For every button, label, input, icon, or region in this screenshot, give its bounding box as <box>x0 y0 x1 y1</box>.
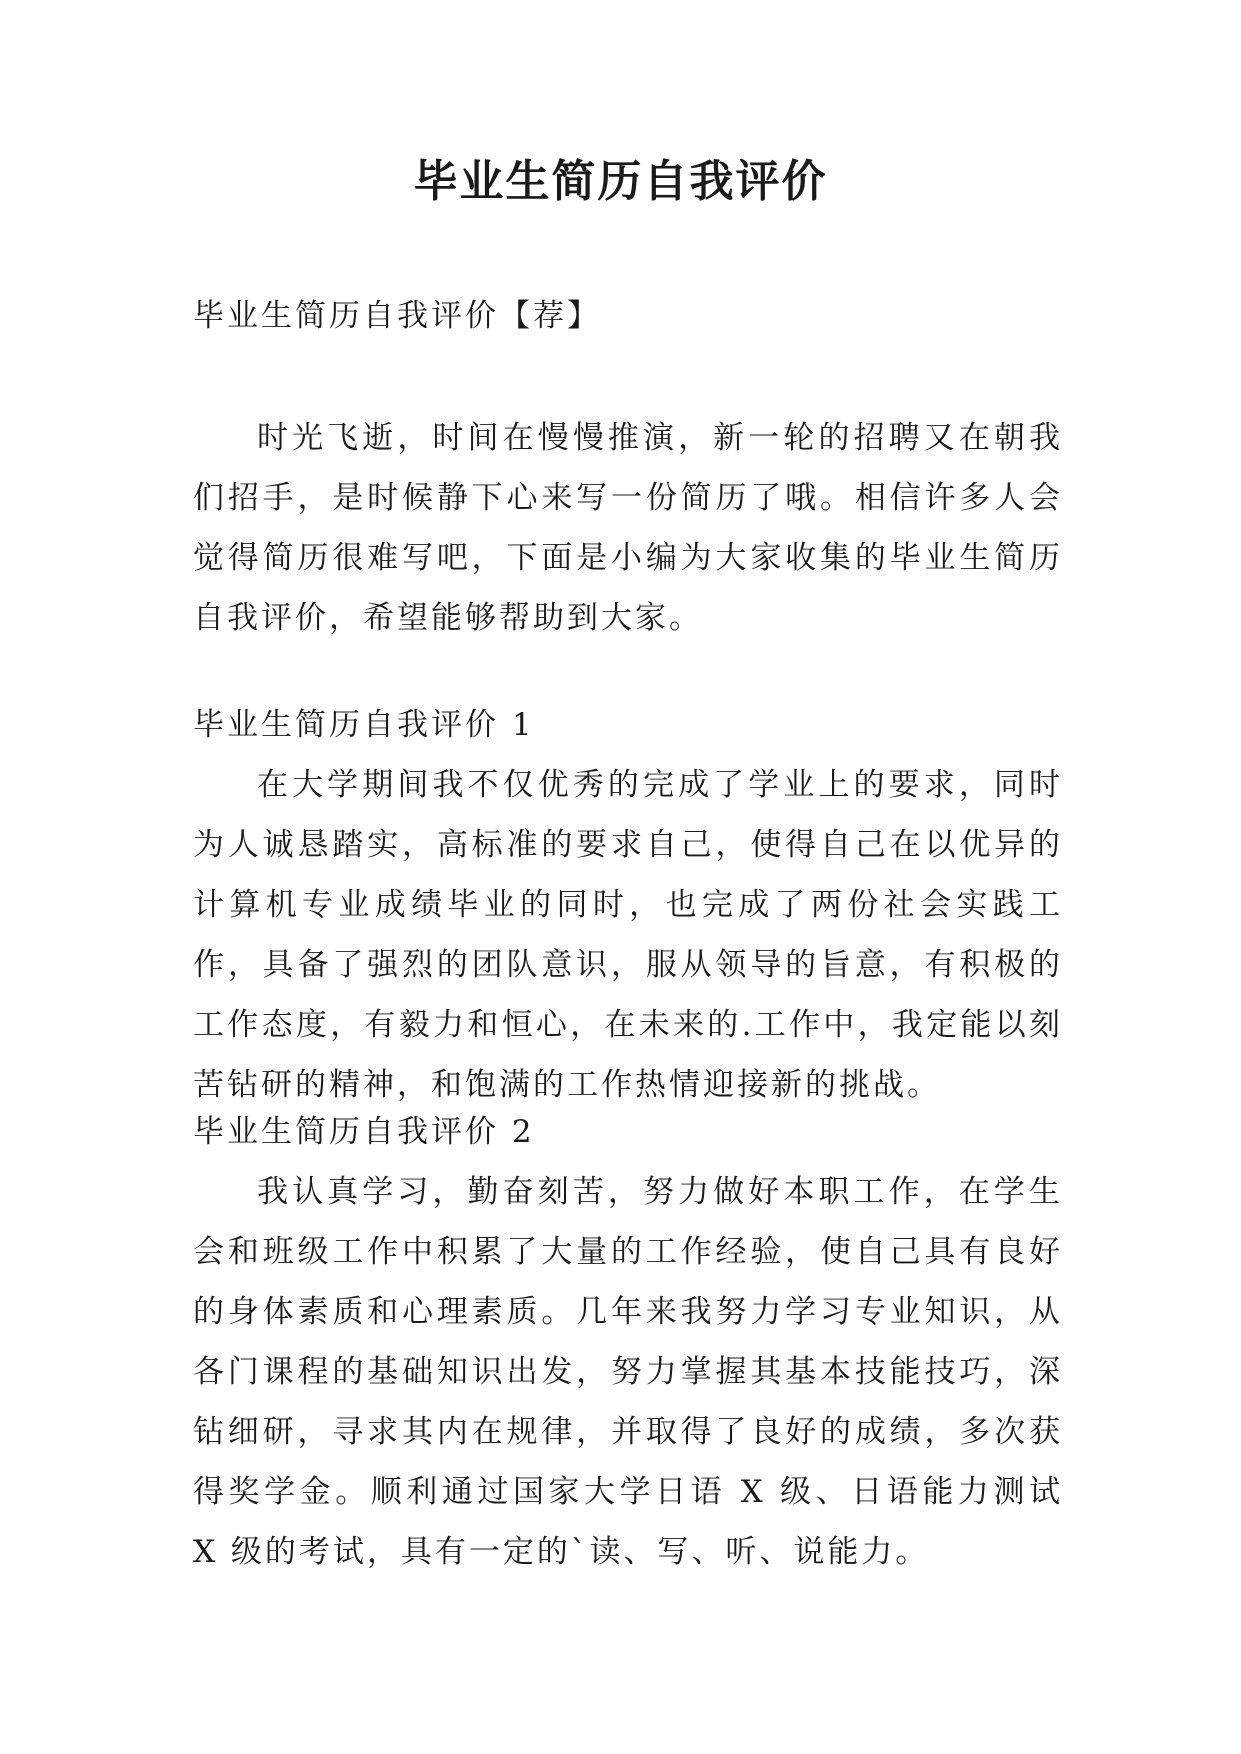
section-body-1: 在大学期间我不仅优秀的完成了学业上的要求，同时为人诚恳踏实，高标准的要求自己，使得自己在以优异的计算机专业成绩毕业的同时，也完成了两份社会实践工作，具备了强烈的团队意识，服从领导的旨意，有积极的工作态度，有毅力和恒心，在未来的.工作中，我定能以刻苦钻研的精神，和饱满的工作热情迎接新的挑战。 <box>193 767 1063 1103</box>
section-body-2: 我认真学习，勤奋刻苦，努力做好本职工作，在学生会和班级工作中积累了大量的工作经验，使自己具有良好的身体素质和心理素质。几年来我努力学习专业知识，从各门课程的基础知识出发，努力掌握其基本技能技巧，深钻细研，寻求其内在规律，并取得了良好的成绩，多次获得奖学金。顺利通过国家大学日语 X 级、日语能力测试 X 级的考试，具有一定的`读、写、听、说能力。 <box>193 1174 1063 1570</box>
intro-paragraph: 时光飞逝，时间在慢慢推演，新一轮的招聘又在朝我们招手，是时候静下心来写一份简历了哦。相信许多人会觉得简历很难写吧，下面是小编为大家收集的毕业生简历自我评价，希望能够帮助到大家。 <box>193 420 1063 636</box>
section-heading-1: 毕业生简历自我评价 1 <box>193 707 535 743</box>
intro-section <box>193 408 1063 648</box>
evaluation-section-1 <box>193 695 1063 1115</box>
section-heading-2: 毕业生简历自我评价 2 <box>193 1114 535 1150</box>
document-subtitle: 毕业生简历自我评价【荐】 <box>193 298 601 334</box>
document-title: 毕业生简历自我评价 <box>413 156 828 207</box>
evaluation-section-2 <box>193 1102 1063 1582</box>
